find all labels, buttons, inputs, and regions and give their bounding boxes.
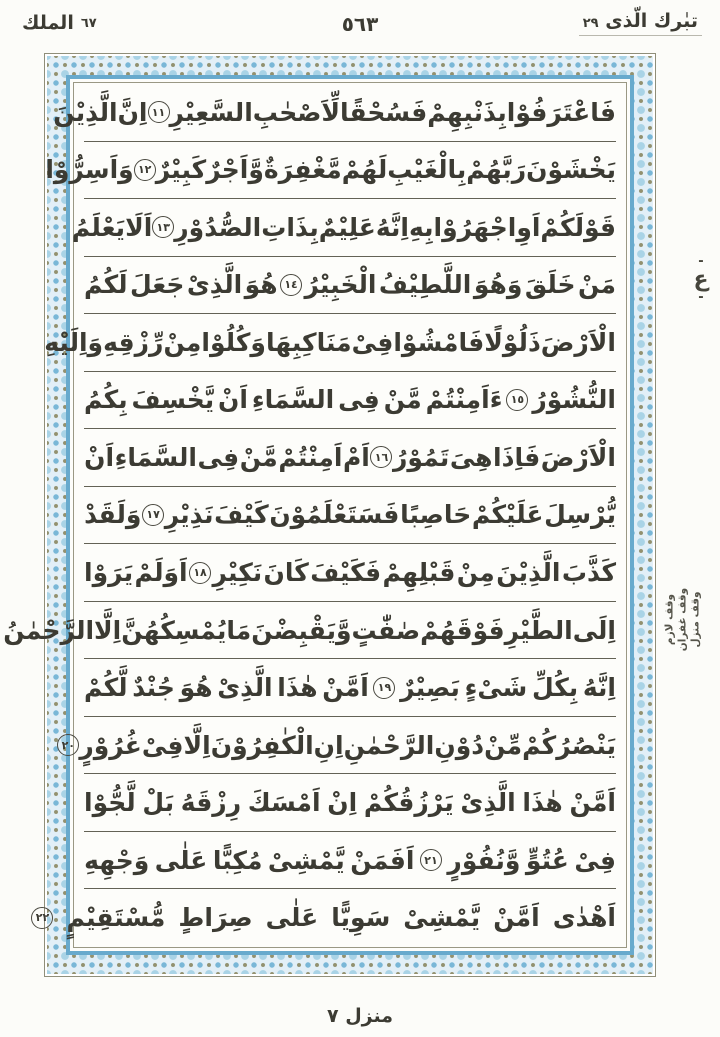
quran-line — [84, 544, 616, 602]
quran-word: وَّيَقْبِضْنَ — [251, 615, 352, 645]
quran-word: اِنَّهُ — [582, 673, 616, 703]
quran-word: وَّاَجْرٌ — [206, 155, 264, 185]
quran-word: يَّمْشِىْ — [267, 845, 345, 875]
quran-word: مَّنْ — [239, 442, 278, 472]
quran-line — [45, 142, 616, 200]
inner-blue-rule — [3, 75, 634, 955]
quran-word: فَسُحْقًا — [340, 97, 428, 127]
quran-word: رِزْقَهُ — [180, 788, 242, 818]
quran-line — [84, 487, 616, 545]
quran-word: كَيْفَ — [214, 500, 269, 530]
quran-word: يَرْزُقُكُمْ — [363, 788, 454, 818]
aya-end-marker: ٢١ — [420, 849, 442, 871]
quran-word: عُتُوٍّ — [525, 845, 569, 875]
quran-word: الطَّيْرِ — [504, 615, 573, 645]
quran-word: اَلَا — [125, 212, 153, 242]
waqf-note: وقف غفران — [676, 587, 689, 652]
quran-word: اَمَّنْ — [569, 788, 616, 818]
quran-word: يَخْشَوْنَ — [526, 155, 616, 185]
quran-word: بِذَنْبِهِمْ — [427, 97, 507, 127]
quran-word: كَبِيْرٌ — [155, 155, 207, 185]
quran-word: اَفَمَنْ — [350, 845, 415, 875]
quran-word: اِنْ — [327, 788, 358, 818]
quran-word: حَاصِبًا — [400, 500, 472, 530]
quran-word: اللَّطِيْفُ — [378, 270, 472, 300]
quran-word: تَمُوْرُ — [393, 442, 450, 472]
quran-word: لَهُمْ — [341, 155, 388, 185]
quran-word: عَلٰى — [154, 845, 208, 875]
quran-word: يَّمْشِىْ — [403, 903, 481, 933]
quran-word: الْكٰفِرُوْنَ — [210, 730, 314, 760]
decorative-frame — [3, 53, 656, 977]
quran-word: الْاَرْضَ — [540, 327, 616, 357]
quran-word: وَاِلَيْهِ — [44, 327, 104, 357]
ruku-ain-letter: ع — [693, 267, 709, 292]
quran-line — [84, 832, 616, 890]
quran-word: رَبَّهُمْ — [466, 155, 527, 185]
quran-word: يُمْسِكُهُنَّ — [121, 615, 227, 645]
ornamental-border-band — [3, 56, 653, 974]
aya-end-marker: ٢٢ — [31, 907, 53, 929]
quran-word: فَكَيْفَ — [310, 558, 382, 588]
quran-word: فَاعْتَرَفُوْا — [506, 97, 616, 127]
quran-word: هُوَ — [244, 270, 278, 300]
quran-line — [3, 602, 616, 660]
quran-word: عَلٰى — [265, 903, 319, 933]
quran-word: غُرُوْرٍ — [79, 730, 142, 760]
quran-word: اجْهَرُوْا — [433, 212, 517, 242]
quran-line — [84, 429, 616, 487]
quran-word: فِىْ — [351, 327, 394, 357]
juz-title — [579, 10, 702, 36]
quran-word: اِنَّهُ — [375, 212, 409, 242]
waqf-margin-notes — [664, 585, 703, 655]
quran-word: اَمَّنْ — [493, 903, 540, 933]
quran-word: اَوَلَمْ — [134, 558, 188, 588]
juz-name: تبٰرك الّذى — [605, 10, 698, 32]
quran-word: صِرَاطٍ — [178, 903, 253, 933]
ruku-dash-top: - — [698, 254, 704, 269]
quran-word: بَلْ — [142, 788, 175, 818]
quran-word: ءَاَمِنْتُمْ — [425, 385, 503, 415]
surah-name: الملك — [22, 12, 74, 34]
quran-word: لِّاَصْحٰبِ — [252, 97, 341, 127]
quran-line — [84, 774, 616, 832]
surah-number: ٦٧ — [80, 15, 97, 31]
waqf-note: وقف منزل — [689, 591, 702, 648]
manzil-label: منزل ٧ — [326, 1005, 394, 1027]
quran-word: بِكُمُ — [84, 385, 128, 415]
quran-word: مَنَاكِبِهَا — [265, 327, 352, 357]
quran-word: مَا — [226, 615, 252, 645]
quran-lines — [3, 84, 616, 946]
quran-word: عَلِيْمٌ — [318, 212, 376, 242]
quran-word: مِنْ — [456, 558, 495, 588]
aya-end-marker: ١٣ — [152, 216, 174, 238]
quran-word: السَّعِيْرِ — [169, 97, 253, 127]
quran-word: نَكِيْرِ — [212, 558, 263, 588]
quran-word: اِنِ — [313, 730, 344, 760]
quran-word: دُوْنِ — [434, 730, 485, 760]
quran-word: جَعَلَ — [129, 270, 185, 300]
quran-line — [53, 84, 616, 142]
aya-end-marker: ١٤ — [280, 274, 302, 296]
quran-word: فَاِذَا — [493, 442, 541, 472]
quran-word: فِىْ — [141, 730, 184, 760]
quran-word: السَّمَاءِ — [114, 442, 197, 472]
quran-word: مُّسْتَقِيْمٍ — [66, 903, 166, 933]
quran-word: بِذَاتِ — [261, 212, 319, 242]
quran-line — [71, 199, 616, 257]
quran-word: خَلَقَ — [524, 270, 576, 300]
quran-word: بِهِ — [408, 212, 434, 242]
quran-line — [84, 372, 616, 430]
quran-word: ذَلُوْلًا — [484, 327, 541, 357]
quran-word: الَّذِىْ — [460, 788, 516, 818]
quran-word: مُكِبًّا — [212, 845, 263, 875]
quran-word: مَّنْ — [383, 385, 422, 415]
quran-line — [84, 659, 616, 717]
aya-end-marker: ١٢ — [134, 159, 156, 181]
quran-word: هُوَ — [179, 673, 213, 703]
quran-word: قَوْلَكُمْ — [540, 212, 616, 242]
quran-word: نَذِيْرِ — [164, 500, 214, 530]
quran-word: الَّذِيْنَ — [53, 97, 118, 127]
quran-word: اَنْ — [218, 385, 248, 415]
quran-word: بِالْغَيْبِ — [387, 155, 467, 185]
quran-word: بِكُلِّ — [531, 673, 579, 703]
quran-word: يَعْلَمُ — [71, 212, 126, 242]
quran-word: رِّزْقِهِ — [103, 327, 164, 357]
aya-end-marker: ٢٠ — [57, 734, 79, 756]
quran-word: فَامْشُوْا — [393, 327, 485, 357]
waqf-note: وقف لازم — [663, 593, 676, 646]
quran-word: مِّنْ — [484, 730, 523, 760]
quran-word: الَّذِيْنَ — [496, 558, 561, 588]
quran-word: لَّجُّوْا — [84, 788, 136, 818]
inner-olive-rule — [3, 82, 627, 948]
quran-word: كَذَّبَ — [561, 558, 616, 588]
quran-word: شَىْءٍ — [464, 673, 528, 703]
quran-word: النُّشُوْرُ — [532, 385, 616, 415]
quran-word: اَمْ — [342, 442, 370, 472]
quran-word: الرَّحْمٰنِ — [343, 730, 435, 760]
quran-word: لَّكُمْ — [84, 673, 128, 703]
aya-end-marker: ١١ — [148, 101, 170, 123]
quran-word: اِنَّ — [117, 97, 148, 127]
quran-line — [35, 889, 616, 946]
quran-word: سَوِيًّا — [331, 903, 391, 933]
quran-word: اِلَّا — [183, 730, 211, 760]
quran-word: اِلَّا — [94, 615, 122, 645]
quran-word: اَنْ — [84, 442, 115, 472]
quran-word: الصُّدُوْرِ — [174, 212, 262, 242]
quran-word: هٰذَا — [277, 673, 318, 703]
quran-word: هٰذَا — [522, 788, 563, 818]
quran-word: بَصِيْرٌ — [400, 673, 460, 703]
quran-word: مِنْ — [163, 327, 202, 357]
quran-word: يَرَوْا — [84, 558, 134, 588]
quran-word: يَّخْسِفَ — [131, 385, 215, 415]
quran-word: وَجْهِهِ — [84, 845, 150, 875]
quran-word: وَّنُفُوْرٍ — [447, 845, 521, 875]
quran-word: يُّرْسِلَ — [544, 500, 616, 530]
quran-word: كَانَ — [263, 558, 309, 588]
quran-word: الَّذِىْ — [186, 270, 243, 300]
quran-word: مَّغْفِرَةٌ — [263, 155, 342, 185]
ruku-dash-bottom: - — [698, 290, 704, 305]
quran-word: يَنْصُرُكُمْ — [522, 730, 616, 760]
quran-word: عَلَيْكُمْ — [471, 500, 544, 530]
quran-word: وَاَسِرُّوْا — [45, 155, 134, 185]
quran-word: قَبْلِهِمْ — [382, 558, 456, 588]
aya-end-marker: ١٩ — [373, 677, 395, 699]
quran-line — [44, 314, 616, 372]
quran-word: وَلَقَدْ — [84, 500, 142, 530]
quran-word: وَكُلُوْا — [201, 327, 266, 357]
quran-word: اَمْسَكَ — [247, 788, 321, 818]
quran-word: اَوِ — [516, 212, 541, 242]
quran-word: جُنْدٌ — [132, 673, 175, 703]
quran-line — [61, 717, 616, 775]
quran-word: الرَّحْمٰنُ — [3, 615, 95, 645]
quran-word: الْخَبِيْرُ — [304, 270, 377, 300]
quran-word: فَوْقَهُمْ — [420, 615, 505, 645]
aya-end-marker: ١٦ — [370, 446, 392, 468]
quran-word: فِى — [338, 385, 380, 415]
running-head — [0, 8, 720, 48]
quran-word: اِلَى — [572, 615, 616, 645]
quran-word: وَهُوَ — [473, 270, 523, 300]
aya-end-marker: ١٧ — [142, 504, 164, 526]
quran-word: فَسَتَعْلَمُوْنَ — [269, 500, 400, 530]
quran-word: الَّذِىْ — [217, 673, 273, 703]
quran-word: لَكُمُ — [84, 270, 128, 300]
aya-end-marker: ١٨ — [189, 562, 211, 584]
juz-number: ٢٩ — [582, 16, 599, 31]
quran-word: صٰفّٰتٍ — [351, 615, 421, 645]
quran-word: فِى — [197, 442, 240, 472]
quran-word: فِىْ — [574, 845, 616, 875]
aya-end-marker: ١٥ — [506, 389, 528, 411]
ruku-marker — [688, 254, 714, 305]
quran-word: مَنْ — [578, 270, 616, 300]
quran-word: اَهْدٰى — [552, 903, 616, 933]
quran-word: اَمِنْتُمْ — [278, 442, 343, 472]
quran-line — [84, 257, 616, 315]
quran-word: الْاَرْضَ — [540, 442, 616, 472]
quran-word: هِىَ — [449, 442, 493, 472]
page-number: ٥٦٣ — [341, 12, 379, 36]
quran-word: اَمَّنْ — [322, 673, 369, 703]
quran-word: السَّمَاءِ — [251, 385, 335, 415]
